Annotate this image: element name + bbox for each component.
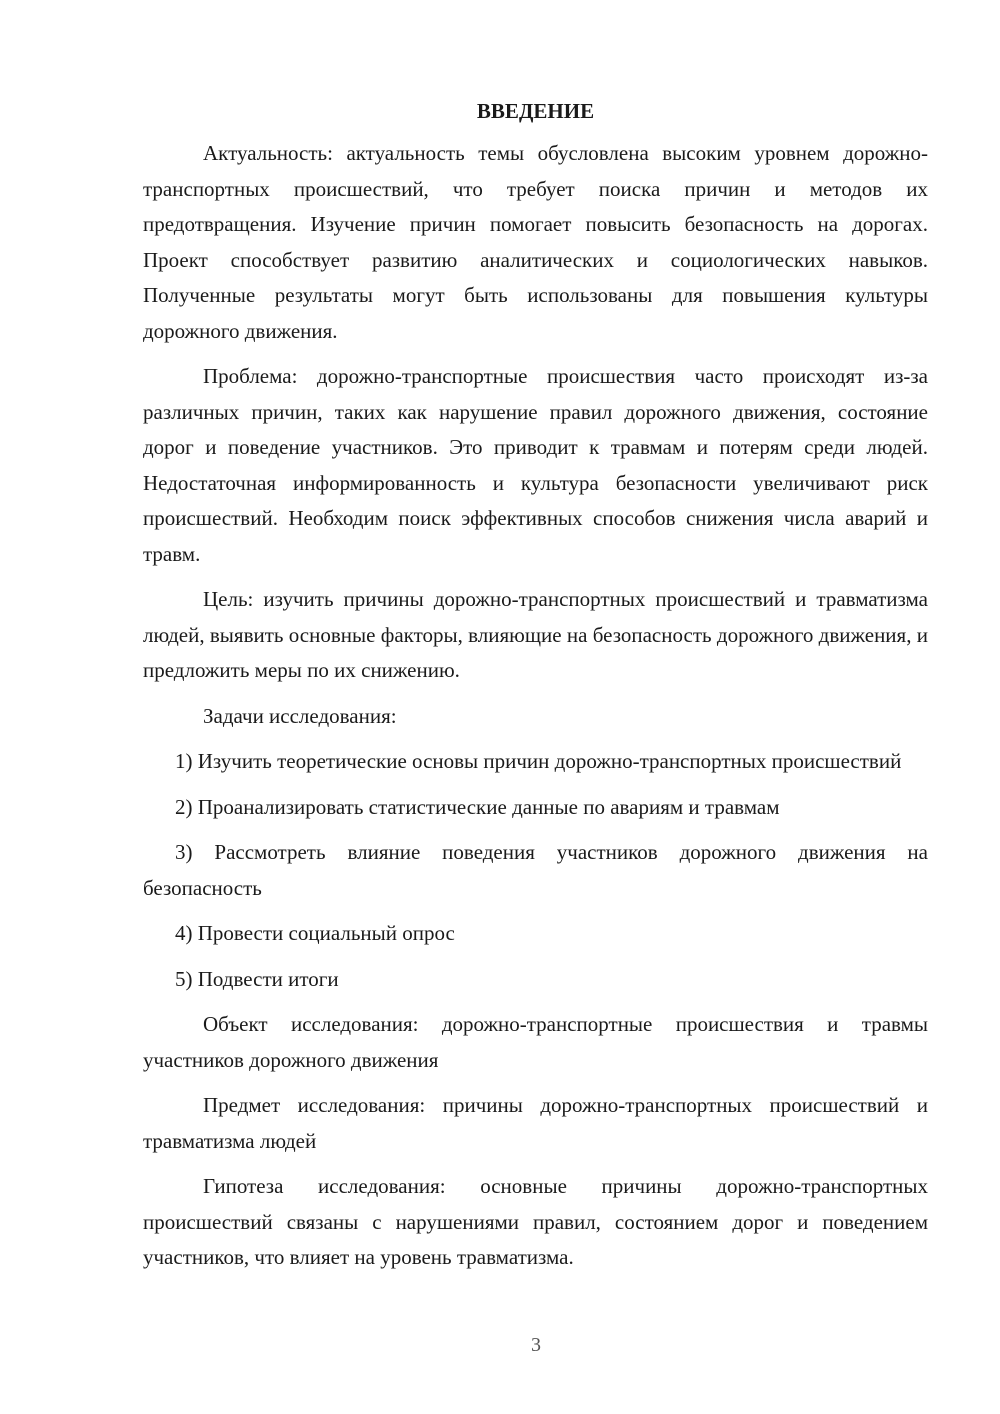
task-item-3: 3) Рассмотреть влияние поведения участников дорожного движения на безопасность [143,840,928,900]
paragraph-hypothesis: Гипотеза исследования: основные причины дорожно-транспортных происшествий связаны с нарушениями правил, состоянием дорог и поведением участников, что влияет на уровень травматизма. [143,1174,928,1269]
page-content [143,96,928,1286]
task-item-1: 1) Изучить теоретические основы причин дорожно-транспортных происшествий [175,749,902,773]
tasks-heading: Задачи исследования: [203,703,397,728]
section-title: ВВЕДЕНИЕ [476,99,595,123]
paragraph-relevance: Актуальность: актуальность темы обусловлена высоким уровнем дорожно-транспортных происшествий, что требует поиска причин и методов их предотвращения. Изучение причин помогает повысить безопасность на дорогах. Проект способствует развитию аналитических и социологических навыков. Полученные результаты могут быть использованы для повышения культуры дорожного движения. [143,141,928,343]
paragraph-subject: Предмет исследования: причины дорожно-транспортных происшествий и травматизма людей [143,1093,928,1153]
task-item-4: 4) Провести социальный опрос [175,921,455,945]
task-item-2: 2) Проанализировать статистические данные по авариям и травмам [175,794,780,819]
paragraph-problem: Проблема: дорожно-транспортные происшествия часто происходят из-за различных причин, таких как нарушение правил дорожного движения, состояние дорог и поведение участников. Это приводит к травмам и потерям среди людей. Недостаточная информированность и культура безопасности увеличивают риск происшествий. Необходим поиск эффективных способов снижения числа аварий и травм. [143,364,928,566]
task-item-5: 5) Подвести итоги [175,966,339,991]
paragraph-object: Объект исследования: дорожно-транспортные происшествия и травмы участников дорожного движения [143,1012,928,1072]
paragraph-goal: Цель: изучить причины дорожно-транспортных происшествий и травматизма людей, выявить основные факторы, влияющие на безопасность дорожного движения, и предложить меры по их снижению. [143,587,928,682]
page-number: 3 [531,1334,541,1356]
